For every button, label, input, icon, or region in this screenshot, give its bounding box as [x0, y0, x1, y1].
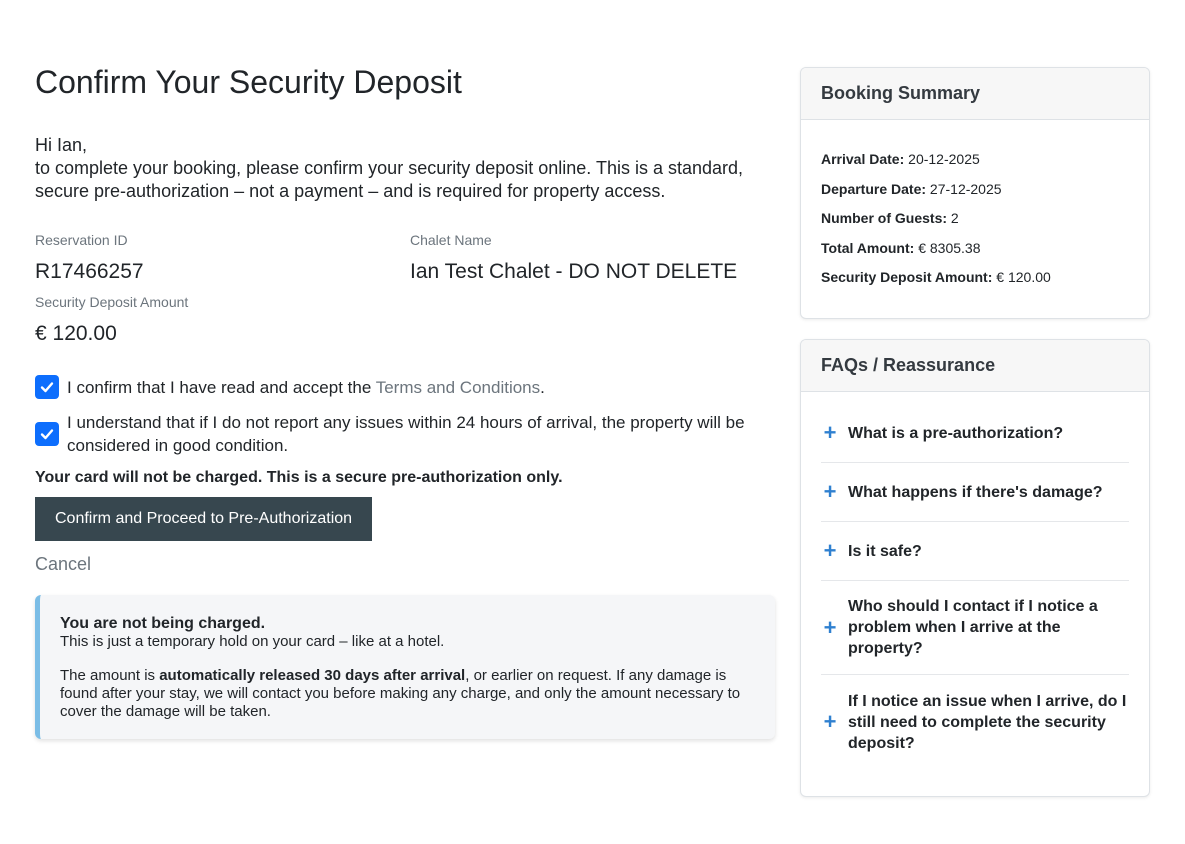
plus-icon: +	[823, 709, 837, 734]
faq-item-issue-arrival[interactable]	[821, 675, 1129, 769]
condition-checkbox[interactable]	[35, 422, 59, 446]
faq-question: What happens if there's damage?	[848, 483, 1103, 501]
terms-link[interactable]: Terms and Conditions	[375, 377, 541, 397]
alert-para-prefix: The amount is	[60, 667, 160, 684]
faq-title: FAQs / Reassurance	[801, 340, 1149, 392]
terms-checkbox[interactable]	[35, 375, 59, 399]
summary-guests: Number of Guests: 2	[821, 210, 959, 226]
faq-item-contact[interactable]	[821, 581, 1129, 675]
checkmark-icon	[39, 379, 55, 395]
faq-question: If I notice an issue when I arrive, do I still need to complete the security deposit?	[848, 692, 1127, 752]
no-charge-notice: Your card will not be charged. This is a secure pre-authorization only.	[35, 469, 563, 486]
terms-check-row	[35, 375, 775, 399]
deposit-amount-label: Security Deposit Amount	[35, 294, 189, 310]
chalet-name-label: Chalet Name	[410, 232, 492, 248]
confirm-proceed-button[interactable]: Confirm and Proceed to Pre-Authorization	[35, 497, 372, 541]
intro-text	[35, 134, 775, 203]
main-content	[35, 60, 775, 739]
alert-line: This is just a temporary hold on your card – like at a hotel.	[60, 633, 445, 650]
plus-icon: +	[823, 614, 837, 640]
chalet-name-field	[410, 231, 737, 286]
alert-para-bold: automatically released 30 days after arrival	[159, 667, 466, 684]
booking-summary-body	[801, 120, 1149, 286]
plus-icon: +	[823, 420, 837, 445]
alert-para-suffix: , or earlier on request. If any damage is found after your stay, we will contact you before making any charge, and only the amount necessary to cover the damage will be taken.	[60, 667, 741, 720]
terms-prefix: I confirm that I have read and accept the	[67, 377, 376, 397]
intro-paragraph: to complete your booking, please confirm your security deposit online. This is a standard, secure pre-authorization – not a payment – and is required for property access.	[35, 158, 744, 201]
faq-card	[800, 339, 1150, 797]
info-alert	[35, 595, 775, 739]
condition-check-row	[35, 411, 775, 457]
alert-title: You are not being charged.	[60, 615, 266, 632]
booking-summary-card	[800, 67, 1150, 319]
summary-arrival: Arrival Date: 20-12-2025	[821, 151, 980, 167]
alert-paragraph	[60, 667, 755, 721]
faq-question: Who should I contact if I notice a problem when I arrive at the property?	[848, 598, 1098, 657]
deposit-amount-field	[35, 293, 188, 348]
faq-list	[801, 392, 1149, 769]
checkmark-icon	[39, 426, 55, 442]
reservation-id-label: Reservation ID	[35, 232, 128, 248]
faq-item-pre-authorization[interactable]	[821, 404, 1129, 463]
confirmation-checks	[35, 375, 775, 457]
faq-item-damage[interactable]	[821, 463, 1129, 522]
reservation-id-value: R17466257	[35, 260, 144, 283]
faq-item-safe[interactable]	[821, 522, 1129, 581]
booking-summary-title: Booking Summary	[801, 68, 1149, 120]
faq-question: Is it safe?	[848, 542, 922, 560]
reservation-id-field	[35, 231, 144, 286]
cancel-link[interactable]: Cancel	[35, 554, 92, 574]
chalet-name-value: Ian Test Chalet - DO NOT DELETE	[410, 260, 738, 283]
deposit-amount-value: € 120.00	[35, 322, 117, 345]
summary-departure: Departure Date: 27-12-2025	[821, 180, 1002, 197]
summary-deposit: Security Deposit Amount: € 120.00	[821, 269, 1051, 285]
page-title: Confirm Your Security Deposit	[35, 64, 462, 100]
faq-question: What is a pre-authorization?	[848, 424, 1064, 442]
greeting: Hi Ian,	[35, 135, 88, 155]
terms-suffix: .	[540, 377, 545, 397]
reservation-details	[35, 231, 775, 349]
plus-icon: +	[823, 479, 837, 504]
condition-check-label: I understand that if I do not report any issues within 24 hours of arrival, the property will be considered in good condition.	[67, 413, 745, 455]
plus-icon: +	[823, 538, 837, 563]
summary-total: Total Amount: € 8305.38	[821, 239, 981, 256]
terms-check-label	[67, 376, 545, 399]
